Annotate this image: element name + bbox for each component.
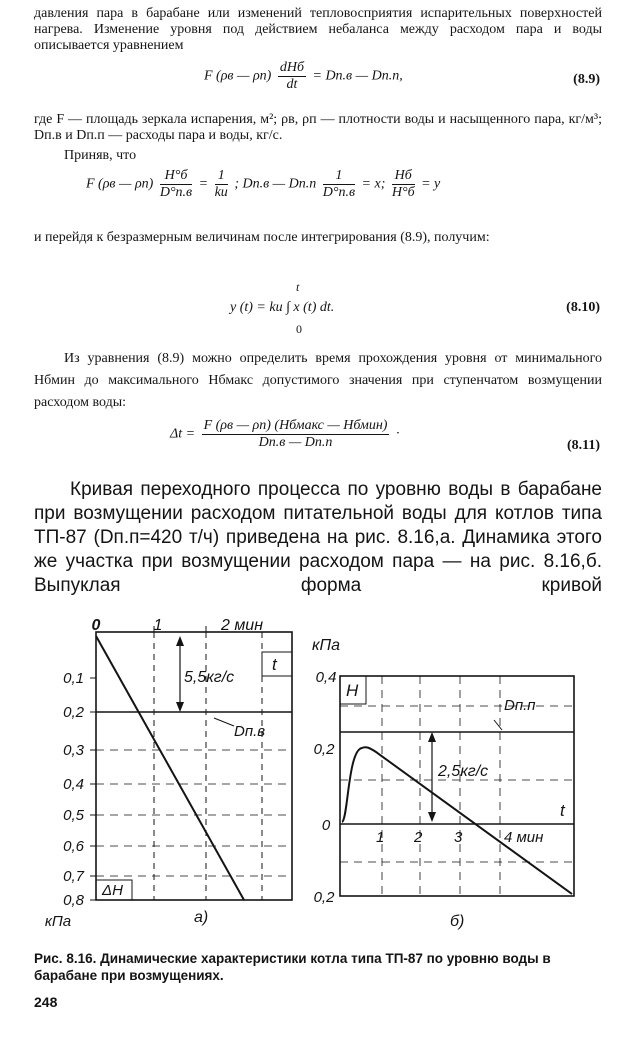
sub-c: ; Dп.в — Dп.п xyxy=(234,176,317,192)
figure-a-arrow-head-up xyxy=(176,636,184,646)
figure-a-y-tick-5: 0,5 xyxy=(63,807,84,824)
figure-b-y-tick-02: 0,2 xyxy=(313,741,335,758)
figure-a-y-unit: кПа xyxy=(44,913,72,930)
sub-b-fraction xyxy=(215,168,228,201)
figure-b xyxy=(304,630,604,930)
figure-a-panel-label: а) xyxy=(194,909,209,926)
equation-8-10 xyxy=(230,280,430,340)
figure-a-y-tick-8: 0,8 xyxy=(63,892,84,909)
figure-a-x-tick-0: 0 xyxy=(91,618,101,634)
sub-e: = x; xyxy=(361,176,386,192)
equation-number-8-9: (8.9) xyxy=(573,72,600,87)
figure-b-t-label: t xyxy=(560,801,565,820)
figure-b-h-label: H xyxy=(346,681,359,700)
equation-number-8-11: (8.11) xyxy=(566,438,600,453)
figure-a-t-label: t xyxy=(272,655,277,674)
sub-f-fraction xyxy=(392,168,415,201)
figure-b-x-tick-1: 1 xyxy=(376,829,385,846)
equation-8-11 xyxy=(170,418,399,451)
eq89-numerator: dHб xyxy=(279,60,304,75)
figure-a-dh-label: ΔH xyxy=(102,882,123,899)
figure-a-y-tick-1: 0,1 xyxy=(63,670,84,687)
eq89-lhs: F (ρв — ρп) xyxy=(204,68,272,84)
sub-d-fraction xyxy=(323,168,355,201)
figure-b-x-tick-3: 3 xyxy=(454,829,463,846)
figure-b-arrow-head-down xyxy=(428,812,436,822)
figure-b-arrow-head-up xyxy=(428,732,436,742)
figure-a-y-tick-7: 0,7 xyxy=(63,868,84,885)
substitution-formula xyxy=(86,168,440,201)
figure-a-x-tick-2: 2 мин xyxy=(220,618,264,634)
equation-8-9 xyxy=(204,60,403,93)
figure-a-x-tick-1: 1 xyxy=(153,618,163,634)
figure-a-curve-label: Dп.в xyxy=(234,723,266,740)
sub-a-fraction xyxy=(160,168,192,201)
figure-b-label-leader xyxy=(494,720,502,730)
paragraph-1: давления пара в барабане или изменений тепловосприятия испарительных поверхностей нагрева. Изменение уровня под действием небаланса между расходом пара и воды описывается уравнением xyxy=(34,6,602,53)
sub-a-lhs: F (ρв — ρп) xyxy=(86,176,154,192)
figure-b-y-tick-0: 0 xyxy=(321,817,331,834)
sub-d-numerator: 1 xyxy=(323,168,355,185)
figure-a-step-label: 5,5кг/с xyxy=(184,669,235,686)
figure-a-y-tick-6: 0,6 xyxy=(63,838,84,855)
paragraph-4: и перейдя к безразмерным величинам после интегрирования (8.9), получим: xyxy=(34,230,490,245)
eq89-fraction xyxy=(278,60,306,93)
page-number: 248 xyxy=(34,994,58,1010)
figure-b-curve-label: Dп.п xyxy=(504,697,536,714)
figure-a-y-tick-3: 0,3 xyxy=(63,742,84,759)
paragraph-5: Из уравнения (8.9) можно определить время прохождения уровня от минимального Hбмин до максимального Hбмакс допустимого значения при ступенчатом возмущении расходом воды: xyxy=(34,351,602,410)
figure-b-x-tick-2: 2 xyxy=(414,829,423,846)
paragraph-3: Приняв, что xyxy=(64,148,137,163)
paragraph-2: где F — площадь зеркала испарения, м²; ρв, ρп — плотности воды и насыщенного пара, кг/м³; Dп.в и Dп.п — расходы пара и воды, кг/с. xyxy=(34,112,602,143)
eq811-lhs: Δt = xyxy=(170,426,196,442)
figure-b-y-tick-02-bottom: 0,2 xyxy=(313,889,335,906)
eq810-upper-limit: t xyxy=(296,280,300,294)
equation-number-8-10: (8.10) xyxy=(566,300,600,315)
sub-d-denominator: D°п.в xyxy=(322,185,356,200)
figure-a-label-leader xyxy=(214,718,234,726)
eq811-dot: · xyxy=(395,426,400,442)
figure-b-grid xyxy=(340,676,574,896)
figure-b-frame xyxy=(340,676,574,896)
sub-f-numerator: Hб xyxy=(392,168,415,185)
figure-a-y-tick-4: 0,4 xyxy=(63,776,84,793)
eq89-rhs: = Dп.в — Dп.п, xyxy=(312,68,403,84)
sub-a-equals: = xyxy=(198,176,209,192)
large-paragraph-text: Кривая переходного процесса по уровню воды в барабане при возмущении расходом питательной воды для котлов типа ТП-87 (Dп.п=420 т/ч) приведена на рис. 8.16,а. Динамика этого же участка при возмущении расходом пара — на рис. 8.16,б. Выпуклая форма кривой xyxy=(34,479,602,596)
figure-b-panel-label: б) xyxy=(450,913,465,930)
sub-f-denominator: H°б xyxy=(391,185,415,200)
figure-a xyxy=(34,618,304,934)
eq810-body: y (t) = kи ∫ x (t) dt. xyxy=(230,300,335,315)
figure-a-ticks xyxy=(90,626,206,900)
figure-a-arrow-head-down xyxy=(176,702,184,712)
sub-a-denominator: D°п.в xyxy=(159,185,193,200)
figure-b-y-unit: кПа xyxy=(311,637,341,654)
sub-g: = y xyxy=(421,176,441,192)
sub-a-numerator: H°б xyxy=(160,168,192,185)
eq810-lower-limit: 0 xyxy=(296,322,302,336)
figure-b-y-tick-04: 0,4 xyxy=(315,669,337,686)
figure-a-y-tick-2: 0,2 xyxy=(63,704,84,721)
sub-b-denominator: kи xyxy=(214,185,228,200)
eq811-denominator: Dп.в — Dп.п xyxy=(258,435,333,450)
figure-b-x-tick-4: 4 мин xyxy=(504,829,544,846)
sub-b-numerator: 1 xyxy=(215,168,228,185)
eq811-numerator: F (ρв — ρп) (Hбмакс — Hбмин) xyxy=(203,418,388,433)
figure-caption: Рис. 8.16. Динамические характеристики котла типа ТП-87 по уровню воды в барабане при возмущениях. xyxy=(34,951,551,983)
eq811-fraction xyxy=(202,418,390,451)
figure-a-grid xyxy=(96,750,292,876)
eq89-denominator: dt xyxy=(286,77,298,92)
figure-a-t-box xyxy=(262,652,292,676)
figure-b-step-label: 2,5кг/с xyxy=(438,763,489,780)
